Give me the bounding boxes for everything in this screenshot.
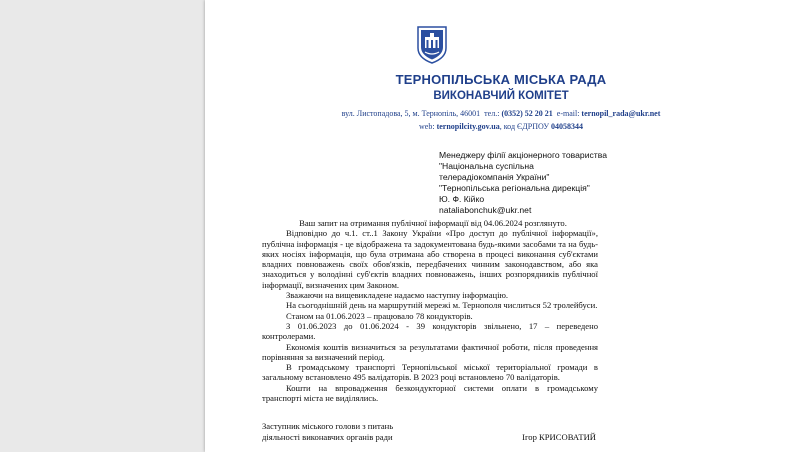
recipient-line: "Національна суспільна xyxy=(439,161,534,171)
paragraph: Економія коштів визначиться за результатами фактичної роботи, після проведення порівняння за визначений період. xyxy=(262,341,598,362)
signer-position: Заступник міського голови з питань xyxy=(262,421,394,431)
paragraph: Кошти на впровадження безкондукторної системи оплати в громадському транспорті міста не виділялись. xyxy=(262,382,598,404)
council-email-link[interactable]: ternopil_rada@ukr.net xyxy=(581,109,661,118)
tel-label: тел.: xyxy=(484,109,500,118)
paragraph: В громадському транспорті Тернопільської міської територіальної громади в загальному встановлено 495 валідаторів. В 2023 році встановлено 70 валідаторів. xyxy=(262,362,598,383)
city-coat-of-arms-icon xyxy=(417,26,447,64)
signer-name: Ігор КРИСОВАТИЙ xyxy=(522,431,596,442)
paragraph: З 01.06.2023 до 01.06.2024 - 39 кондукторів звільнено, 17 – переведено контролерами. xyxy=(262,320,598,342)
recipient-line: телерадіокомпанія України" xyxy=(439,172,550,182)
recipient-email: nataliabonchuk@ukr.net xyxy=(439,205,532,215)
address: вул. Листопадова, 5, м. Тернопіль, 46001 xyxy=(341,109,481,118)
paragraph: Ваш запит на отримання публічної інформації від 04.06.2024 розглянуто. xyxy=(299,218,567,228)
web-label: web: xyxy=(419,122,435,131)
committee-title: ВИКОНАВЧИЙ КОМІТЕТ xyxy=(433,90,569,102)
web-line xyxy=(245,122,757,131)
recipient-name: Ю. Ф. Кійко xyxy=(439,194,485,204)
council-title: ТЕРНОПІЛЬСЬКА МІСЬКА РАДА xyxy=(395,72,607,87)
contacts-line xyxy=(245,109,757,118)
website-link[interactable]: ternopilcity.gov.ua xyxy=(436,122,500,131)
recipient-block xyxy=(439,150,779,216)
paragraph: Зважаючи на вищевикладене надаємо наступну інформацію. xyxy=(286,290,509,301)
edrpou-code: 04058344 xyxy=(550,122,583,131)
document-page xyxy=(205,0,794,452)
phone: (0352) 52 20 21 xyxy=(501,109,553,118)
recipient-line: Менеджеру філії акціонерного товариства xyxy=(439,150,607,160)
paragraph: На сьогоднішній день на маршрутній мережі м. Тернополя числиться 52 тролейбуси. xyxy=(286,300,598,311)
paragraph: Станом на 01.06.2023 – працювало 78 кондукторів. xyxy=(286,310,473,321)
recipient-line: "Тернопільська регіональна дирекція" xyxy=(439,183,590,193)
signer-position: діяльності виконавчих органів ради xyxy=(262,431,393,442)
edrpou-label: , код ЄДРПОУ xyxy=(499,122,549,131)
paragraph: Відповідно до ч.1. ст..1 Закону України «Про доступ до публічної інформації», публічна інформація - це відображена та задокументована будь-якими засобами та на будь-яких носіях інформація, що була отримана або створена в процесі виконання суб'єктами владних повноважень своїх обов'язків, передбачених чинним законодавством, або яка знаходиться у володінні суб'єктів владних повноважень, інших розпорядників публічної інформації, визначених цим Законом. xyxy=(262,228,598,290)
email-label: e-mail: xyxy=(556,109,580,118)
signature-block xyxy=(262,421,596,442)
letter-body xyxy=(262,218,598,403)
